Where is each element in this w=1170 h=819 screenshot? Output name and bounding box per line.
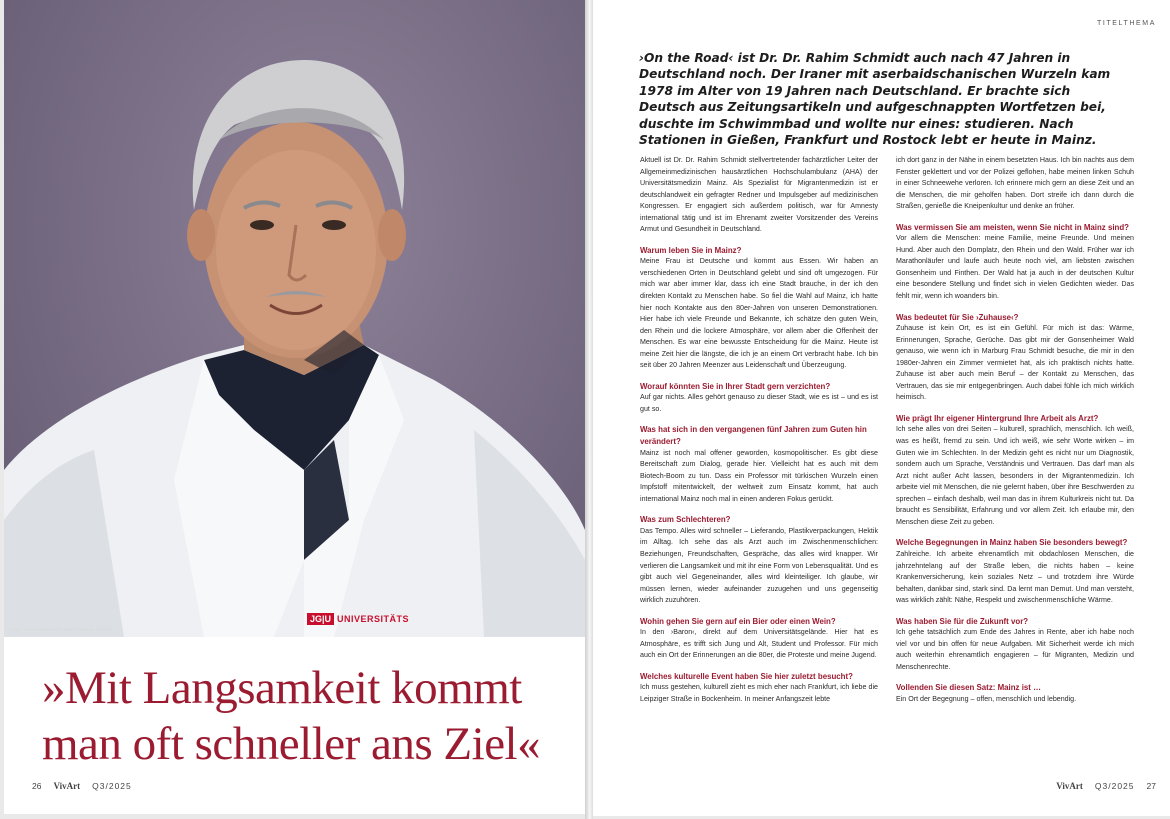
question-heading: Was bedeutet für Sie ›Zuhause‹? <box>896 312 1019 322</box>
answer-paragraph: Ich muss gestehen, kulturell zieht es mich eher nach Frankfurt, ich liebe die Leipziger Straße in Bockenheim. In meiner Anfangszeit lebte <box>640 683 878 703</box>
section-label: TITELTHEMA <box>1096 20 1156 27</box>
answer-paragraph: Ich sehe alles von drei Seiten – kulturell, sprachlich, menschlich. Ich weiß, was es heißt, fremd zu sein. Und ich weiß, wie sehr Worte wirken – im Guten wie im Schlechten. In der Medizin geht es nicht nur um Diagnostik, sondern auch um Sprache, Verständnis und Vertrauen. Das darf man als Arzt nicht außer Acht lassen, besonders in der Migrantenmedizin. Ich arbeite viel mit Menschen, die nie gelernt haben, über ihre Beschwerden zu sprechen – einfach deshalb, weil man das in ihrem Kulturkreis nicht tut. Da braucht es Sensibilität, Erfahrung und vor allem Zeit. Ich erlaube mir, den Menschen diese Zeit zu geben. <box>896 425 1134 526</box>
answer-paragraph: Ich gehe tatsächlich zum Ende des Jahres in Rente, aber ich habe noch viel vor und bin offen für neue Aufgaben. Mit Sicherheit werde ich mich auch weiterhin ehrenamtlich engagieren – für Migranten, Medizin und Menschenrechte. <box>896 628 1134 671</box>
left-page-footer <box>32 781 132 791</box>
portrait-photo <box>4 0 585 637</box>
lead-paragraph: Aktuell ist Dr. Dr. Rahim Schmidt stellvertretender fachärztlicher Leiter der Allgemeinmedizinischen hausärztlichen Hochschulambulanz (AHA) der Universitätsmedizin Mainz. Als Spezialist für Migrantenmedizin ist er deutschlandweit ein gefragter Redner und Impulsgeber auf medizinischen Kongressen. Er engagiert sich außerdem politisch, war für Amnesty international tätig und ist im Ehrenamt zweiter Vorsitzender des Vereins Armut und Gesundheit in Deutschland. <box>640 156 878 234</box>
right-page <box>593 0 1170 816</box>
intro-paragraph: ›On the Road‹ ist Dr. Dr. Rahim Schmidt auch nach 47 Jahren in Deutschland noch. Der Iraner mit aserbaidschanischen Wurzeln kam 1978 im Alter von 19 Jahren nach Deutschland. Er brachte sich Deutsch aus Zeitungsartikeln und aufgeschnappten Wortfetzen bei, duschte im Schwimmbad und wollte nur eines: studieren. Nach Stationen in Gießen, Frankfurt und Rostock lebt er heute in Mainz. <box>639 51 1111 148</box>
text-column-2 <box>896 155 1134 706</box>
question-heading: Was zum Schlechteren? <box>640 515 731 525</box>
answer-paragraph: Auf gar nichts. Alles gehört genauso zu dieser Stadt, wie es ist – und es ist gut so. <box>640 393 878 413</box>
question-heading: Was vermissen Sie am meisten, wenn Sie nicht in Mainz sind? <box>896 222 1129 232</box>
left-page <box>4 0 585 814</box>
question-heading: Welches kulturelle Event haben Sie hier zuletzt besucht? <box>640 671 853 681</box>
text-column-1 <box>640 155 878 706</box>
headline-quote <box>42 660 572 772</box>
answer-paragraph: Vor allem die Menschen: meine Familie, meine Freunde. Und meinen Hund. Aber auch den Domplatz, den Rhein und den Wald. Früher war ich Marathonläufer und laufe auch heute noch viel, am liebsten zwischen Gonsenheim und Finthen. Der Wald hat ja auch in der deutschen Kultur eine besondere Stellung und findet sich in vielen Gedichten wieder. Das fehlt mir, wenn ich woanders bin. <box>896 234 1134 301</box>
answer-paragraph: Mainz ist noch mal offener geworden, kosmopolitischer. Es gibt diese Bereitschaft zum Dialog, gerade hier. Vielleicht hat es auch mit dem Biotech-Boom zu tun. Dass ein Professor mit türkischen Wurzeln einen Impfstoff mitentwickelt, der weltweit zum Einsatz kommt, hat auch international Mainz noch mal in einen anderen Fokus gerückt. <box>640 448 878 503</box>
photo-credit: Foto: Universitätsmedizin Mainz / Markus Schmidt <box>12 627 112 632</box>
answer-paragraph: Das Tempo. Alles wird schneller – Lieferando, Plastikverpackungen, Hektik im Alltag. Ich sehe das als Arzt auch im Zwischenmenschlichen: Beziehungen, Freundschaften, Gespräche, das alles wird knapper. Wir verlieren die Langsamkeit und mit ihr eine Form von Lebensqualität. Und es gibt auch viel Gegeneinander, alles wird kleinteiliger. Ich glaube, wir müssen lernen, wieder aufeinander zuzugehen und uns gegenseitig wirklich zuzuhören. <box>640 526 878 605</box>
question-heading: Worauf könnten Sie in Ihrer Stadt gern verzichten? <box>640 381 831 391</box>
question-heading: Vollenden Sie diesen Satz: Mainz ist … <box>896 683 1041 693</box>
page-number-right: 27 <box>1146 781 1156 791</box>
issue-label: Q3/2025 <box>1094 781 1135 791</box>
question-heading: Was hat sich in den vergangenen fünf Jahren zum Guten hin verändert? <box>640 425 867 447</box>
answer-paragraph: Ein Ort der Begegnung – offen, menschlich und lebendig. <box>896 694 1077 703</box>
portrait-illustration <box>4 0 585 637</box>
university-badge-text: UNIVERSITÄTS <box>337 614 410 624</box>
answer-paragraph: In den ›Baron‹, direkt auf dem Universitätsgelände. Hier hat es Atmosphäre, es trifft sich Jung und Alt, Student und Professor. Für mich auch ein Ort der Erinnerungen an die 80er, die Proteste und meine Jugend. <box>640 628 878 660</box>
right-page-footer <box>1056 781 1156 791</box>
brand-logo: VivArt <box>1056 781 1083 791</box>
answer-paragraph: Zahlreiche. Ich arbeite ehrenamtlich mit obdachlosen Menschen, die jahrzehntelang auf der Straße leben, die nichts haben – keine Krankenversicherung, kein soziales Netz – und trotzdem ihre Würde behalten, dankbar sind, stark sind. Da lernt man Demut. Und man versteht, was wirklich zählt: Nähe, Respekt und zwischenmenschliche Wärme. <box>896 549 1134 605</box>
page-number-left: 26 <box>32 781 42 791</box>
headline-line-1: »Mit Langsamkeit kommt <box>42 662 522 714</box>
university-badge <box>307 613 409 625</box>
headline-line-2: man oft schneller ans Ziel« <box>42 718 541 770</box>
brand-logo: VivArt <box>53 781 81 791</box>
page-gutter <box>585 0 593 819</box>
jgu-logo: JG|U <box>307 613 334 625</box>
question-heading: Warum leben Sie in Mainz? <box>640 245 742 255</box>
question-heading: Welche Begegnungen in Mainz haben Sie besonders bewegt? <box>896 538 1128 548</box>
continued-paragraph: ich dort ganz in der Nähe in einem besetzten Haus. Ich bin nachts aus dem Fenster geklettert und vor der Polizei geflohen, habe meinen linken Schuh in einer Schneewehe verloren. Ich erinnere mich gern an diese Zeit und an die Menschen, die mir geholfen haben. Dort streife ich dann durch die Straßen, genieße die Kneipenkultur und denke an früher. <box>896 156 1134 211</box>
question-heading: Was haben Sie für die Zukunft vor? <box>896 616 1029 626</box>
answer-paragraph: Zuhause ist kein Ort, es ist ein Gefühl. Für mich ist das: Wärme, Erinnerungen, Sprache, Gerüche. Das gibt mir der Gonsenheimer Wald genauso, wie wenn ich in Marburg Frau Schmidt besuche, die mir in den 1980er-Jahren ein Zimmer vermietet hat, als ich praktisch nichts hatte. Zuhause ist aber auch mein Beruf – der Kontakt zu Menschen, das Vertrauen, das sie mir entgegenbringen. Auch dabei fühle ich mich wirklich heimisch. <box>896 324 1134 402</box>
issue-label: Q3/2025 <box>92 781 132 791</box>
question-heading: Wohin gehen Sie gern auf ein Bier oder einen Wein? <box>640 616 836 626</box>
question-heading: Wie prägt Ihr eigener Hintergrund Ihre Arbeit als Arzt? <box>896 413 1099 423</box>
answer-paragraph: Meine Frau ist Deutsche und kommt aus Essen. Wir haben an verschiedenen Orten in Deutschland gelebt und sind oft umgezogen. Für mich war aber immer klar, dass ich eine Stadt brauche, in der ich den direkten Kontakt zu Menschen habe. So fiel die Wahl auf Mainz, ich hatte hier noch Kontakte aus den 80er-Jahren von unseren Demonstrationen. Hier habe ich viele Freunde und Bekannte, ich schätze den guten Wein, den Rhein und die lockere Atmosphäre, vor allem aber die Offenheit der Menschen. Es war eine bewusste Entscheidung für die Mainz. Heute ist meine Zeit hier die längste, die ich je an einem Ort verbracht habe. Ich bin seit über 20 Jahren Meenzer aus Leidenschaft und Überzeugung. <box>640 257 878 370</box>
